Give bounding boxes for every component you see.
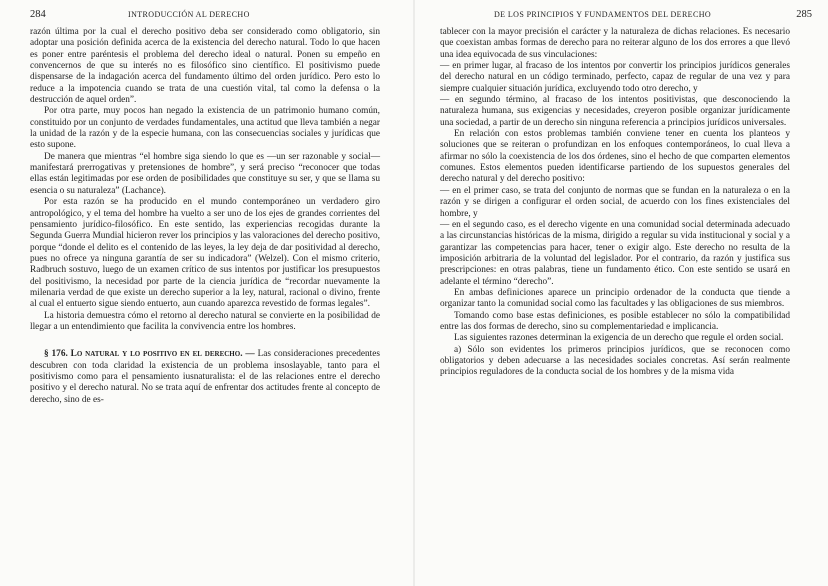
paragraph: De manera que mientras “el hombre siga siendo lo que es —un ser razonable y social— manifestará prerrogativas y pretensiones de hombre”, y será preciso “reconocer que todas ellas están legitimadas por ese orden de posibilidades que constituye su ser, y que se llama su esencia o su naturaleza” (Lachance). <box>30 151 380 196</box>
right-page-header <box>432 9 812 23</box>
paragraph: En relación con estos problemas también conviene tener en cuenta los planteos y soluciones que se reiteran o profundizan en los enfoques contemporáneos, lo cual lleva a afirmar no sólo la coexistencia de los dos órdenes, sino el hecho de que comparten elementos comunes. Estos elementos pueden identificarse partiendo de los supuestos generales del derecho natural y del derecho positivo: <box>440 129 790 185</box>
right-page <box>432 0 812 586</box>
left-page-number: 284 <box>30 9 46 20</box>
book-gutter <box>413 0 415 586</box>
paragraph: razón última por la cual el derecho positivo deba ser considerado como obligatorio, sin adoptar una posición definida acerca de la existencia del derecho natural. Todo lo que hacen es poner entre paréntesis el problema del derecho ideal o natural. Ponen su empeño en convencernos de que su interés no es filosófico sino científico. El positivismo puede dispensarse de la indagación acerca del fundamento último del orden jurídico. Pero esto lo reduce a la impotencia cuando se trata de una cuestión vital, tal como la defensa o la destrucción de aquel orden”. <box>30 27 380 106</box>
paragraph: La historia demuestra cómo el retorno al derecho natural se convierte en la posibilidad de llegar a un entendimiento que facilita la convivencia entre los hombres. <box>30 310 380 332</box>
section-176 <box>30 349 380 406</box>
section-text: Las consideraciones precedentes descubren con toda claridad la existencia de un problema insoslayable, tanto para el positivismo como para el pensamiento iusnaturalista: el de las relaciones entre el derecho positivo y el derecho natural. No se trata aquí de enfrentar dos actitudes frente al concepto de derecho, sino de es- <box>30 349 380 405</box>
paragraph: tablecer con la mayor precisión el carácter y la naturaleza de dichas relaciones. Es necesario que coexistan ambas formas de derecho para no reiterar alguno de los dos errores a que llevó una idea equivocada de sus vinculaciones: <box>440 27 790 60</box>
paragraph: Las siguientes razones determinan la exigencia de un derecho que regule el orden social. <box>454 333 784 344</box>
paragraph: a) Sólo son evidentes los primeros principios jurídicos, que se reconocen como obligatorios y deben adecuarse a las necesidades sociales concretas. Así serán realmente principios reguladores de la conducta social de los hombres y de la misma vida <box>440 344 790 378</box>
list-item: — en primer lugar, al fracaso de los intentos por convertir los principios jurídicos generales del derecho natural en un código terminado, perfecto, capaz de regular de una vez y para siempre cualquier situación jurídica, excluyendo todo otro derecho, y <box>440 61 790 94</box>
right-running-head: DE LOS PRINCIPIOS Y FUNDAMENTOS DEL DERECHO <box>494 10 712 19</box>
left-page-body <box>30 27 380 406</box>
right-page-body <box>440 27 790 379</box>
right-page-number: 285 <box>796 9 812 20</box>
list-item: — en el segundo caso, es el derecho vigente en una comunidad social determinada adecuado a las circunstancias históricas de la misma, dirigido a regular su vida institucional y social y a garantizar las competencias para hacer, tener o exigir algo. Este derecho no resulta de la imposición arbitraria de la voluntad del legislador. Por el contrario, da razón y justifica sus prescripciones: en otras palabras, tiene un fundamento ético. Con este sentido se usará en adelante el término “derecho”. <box>440 219 790 287</box>
paragraph: Tomando como base estas definiciones, es posible establecer no sólo la compatibilidad entre las dos formas de derecho, sino su complementariedad e implicancia. <box>440 310 790 332</box>
left-page-header <box>30 9 410 23</box>
left-running-head: INTRODUCCIÓN AL DERECHO <box>128 10 250 19</box>
paragraph: Por esta razón se ha producido en el mundo contemporáneo un verdadero giro antropológico, y el tema del hombre ha vuelto a ser uno de los ejes de grandes corrientes del pensamiento jurídico-filosófico. En este sentido, las experiencias recogidas durante la Segunda Guerra Mundial hicieron rever los principios y las valoraciones del derecho positivo, porque “donde el delito es el contenido de las leyes, la ley deja de dar positividad al derecho, pues no ofrece ya ninguna garantía de ser su indicadora” (Welzel). Con el mismo criterio, Radbruch sostuvo, luego de un examen crítico de sus intentos por justificar los presupuestos del positivismo, la necesidad por parte de la ciencia jurídica de “recordar nuevamente la milenaria verdad de que existe un derecho superior a la ley, natural, racional o divino, frente al cual el entuerto sigue siendo entuerto, aun cuando aparezca revestido de formas legales”. <box>30 197 380 310</box>
left-page <box>30 0 410 586</box>
list-item: — en el primer caso, se trata del conjunto de normas que se fundan en la naturaleza o en la razón y se dirigen a configurar el orden social, de acuerdo con los fines existenciales del hombre, y <box>440 185 790 219</box>
paragraph: En ambas definiciones aparece un principio ordenador de la conducta que tiende a organizar tanto la comunidad social como las facultades y las obligaciones de sus miembros. <box>440 287 790 310</box>
section-heading: § 176. Lo natural y lo positivo en el derecho. — <box>44 349 255 360</box>
list-item: — en segundo término, al fracaso de los intentos positivistas, que desconociendo la naturaleza humana, sus exigencias y necesidades, creyeron posible organizar jurídicamente una sociedad, a partir de un derecho sin ninguna referencia a principios jurídicos universales. <box>440 95 790 128</box>
paragraph: Por otra parte, muy pocos han negado la existencia de un patrimonio humano común, constituido por un conjunto de verdades fundamentales, una actitud que lleva también a negar la unidad de la razón y de la especie humana, con las consecuencias sociales y jurídicas que esto supone. <box>30 106 380 151</box>
